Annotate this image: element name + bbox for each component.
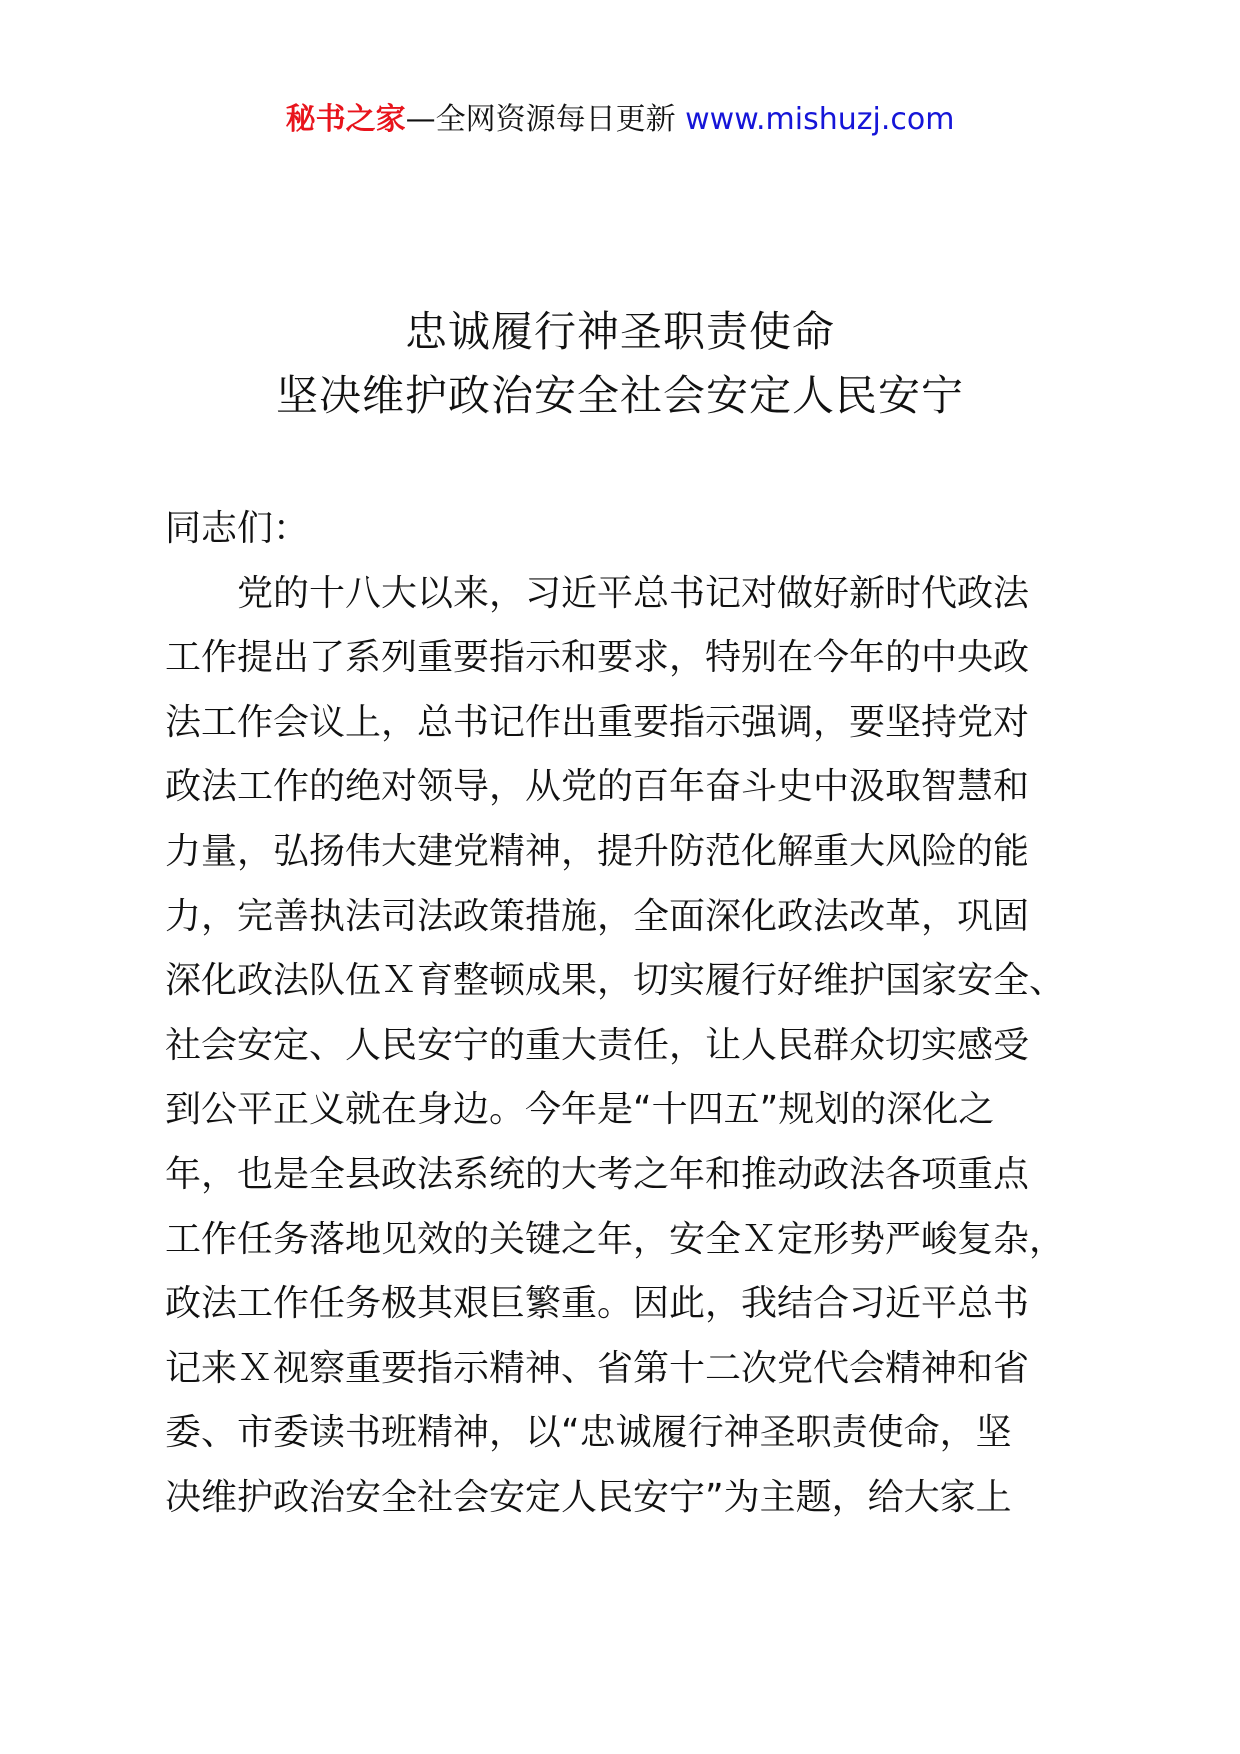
body-line: 深化政法队伍Ｘ育整顿成果，切实履行好维护国家安全、 [165,960,1066,1002]
body-line: 法工作会议上，总书记作出重要指示强调，要坚持党对 [165,701,1030,743]
body-line: 决维护政治安全社会安定人民安宁”为主题，给大家上 [165,1476,1012,1518]
body-line: 社会安定、人民安宁的重大责任，让人民群众切实感受 [165,1024,1030,1066]
title-line-2: 坚决维护政治安全社会安定人民安宁 [275,371,964,420]
body-line: 党的十八大以来，习近平总书记对做好新时代政法 [237,572,1030,614]
body-line: 工作任务落地见效的关键之年，安全Ｘ定形势严峻复杂， [165,1218,1066,1260]
brand-name: 秘书之家 [285,102,406,137]
body-line: 到公平正义就在身边。今年是“十四五”规划的深化之 [165,1089,995,1131]
body-line: 记来Ｘ视察重要指示精神、省第十二次党代会精神和省 [165,1347,1030,1389]
body-line: 政法工作的绝对领导，从党的百年奋斗史中汲取智慧和 [165,766,1030,808]
document-body [165,497,1095,1531]
document-title [0,300,1240,428]
site-header [0,100,1240,140]
header-tagline: —全网资源每日更新 [405,102,676,137]
body-line: 力，完善执法司法政策措施，全面深化政法改革，巩固 [165,895,1030,937]
salutation: 同志们： [165,508,310,549]
site-url-link[interactable]: www.mishuzj.com [685,102,955,137]
body-line: 政法工作任务极其艰巨繁重。因此，我结合习近平总书 [165,1283,1030,1325]
body-line: 工作提出了系列重要指示和要求，特别在今年的中央政 [165,637,1030,679]
title-line-1: 忠诚履行神圣职责使命 [404,307,835,356]
body-line: 力量，弘扬伟大建党精神，提升防范化解重大风险的能 [165,830,1030,872]
body-line: 年，也是全县政法系统的大考之年和推动政法各项重点 [165,1153,1030,1195]
body-line: 委、市委读书班精神，以“忠诚履行神圣职责使命，坚 [165,1412,1012,1454]
